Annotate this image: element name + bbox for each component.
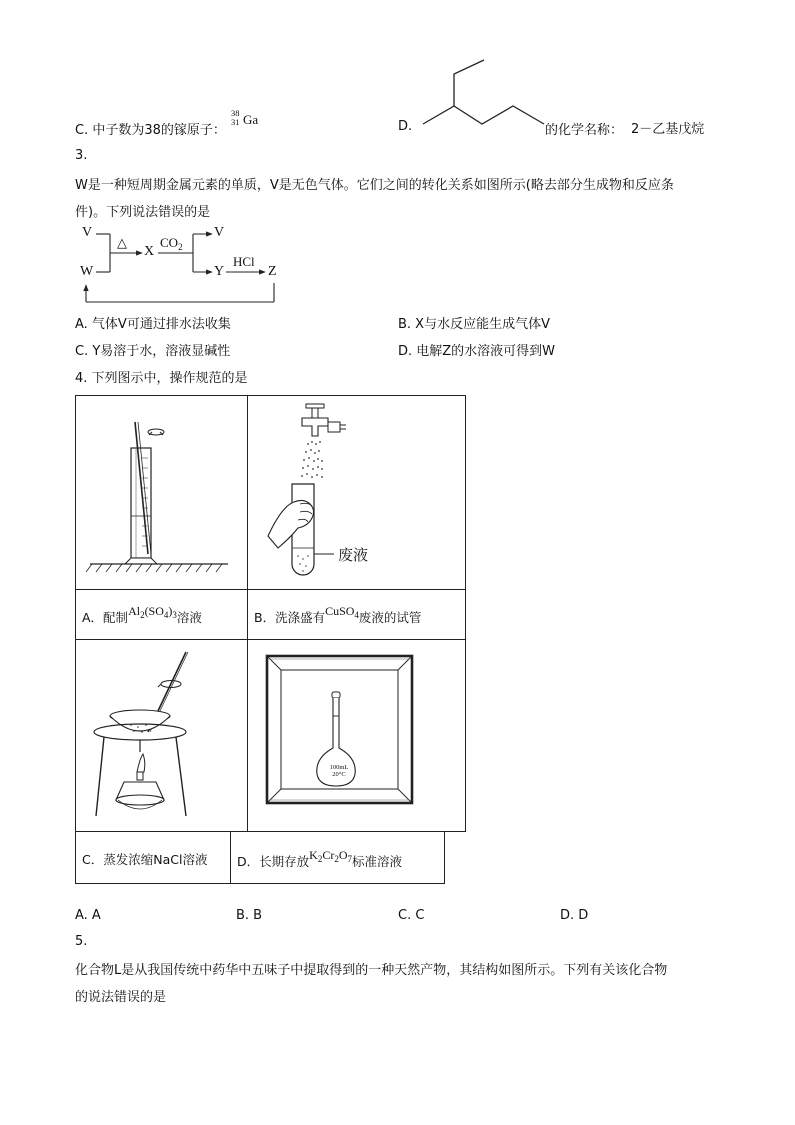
atomic-number: 31 [231, 117, 240, 127]
caption-b-cell [247, 589, 466, 640]
reagent-hcl: HCl [233, 254, 255, 269]
cell-a-image [75, 395, 248, 590]
q2-option-d-suffix: 的化学名称： [545, 123, 624, 138]
caption-d [237, 848, 402, 871]
cell-b-image [247, 395, 466, 590]
cell-d-image [247, 639, 466, 832]
co2-text: CO [160, 235, 179, 250]
formula-al-sub: 2 [140, 610, 145, 620]
species-w: W [80, 264, 94, 279]
scheme-arrows [76, 225, 296, 307]
flask-volume: 100mL [329, 764, 349, 771]
q2-option-c [75, 119, 226, 138]
caption-a-suffix: 溶液 [176, 610, 202, 625]
flask-label [327, 764, 351, 778]
formula-so4-sub: 4 [163, 610, 169, 620]
formula-cuso: CuSO [325, 604, 355, 618]
q3-option-d[interactable]: D. 电解Z的水溶液可得到W [398, 344, 556, 359]
caption-b-suffix: 废液的试管 [358, 610, 422, 625]
formula-o-sub: 7 [347, 854, 352, 864]
q3-number: 3. [75, 148, 88, 163]
waste-liquid-label: 废液 [338, 546, 369, 564]
formula-so4: (SO [144, 604, 164, 618]
formula-cr-sub: 2 [334, 854, 339, 864]
q4-option-a[interactable]: A. A [75, 908, 101, 923]
species-y: Y [214, 264, 225, 279]
formula-cuso-sub: 4 [354, 610, 359, 620]
caption-d-prefix: D．长期存放 [237, 854, 310, 869]
element-symbol: Ga [243, 112, 259, 127]
q3-option-c[interactable]: C. Y易溶于水，溶液显碱性 [75, 344, 231, 359]
q3-stem-line1: W是一种短周期金属元素的单质，V是无色气体。它们之间的转化关系如图所示(略去部分生成物和反应条 [75, 178, 674, 193]
caption-d-suffix: 标准溶液 [351, 854, 402, 869]
graduated-cylinder-figure [76, 396, 247, 589]
formula-k-sub: 2 [317, 854, 323, 864]
skeletal-formula [418, 56, 548, 130]
co2-subscript: 2 [178, 242, 183, 252]
q5-stem-line1: 化合物L是从我国传统中药华中五味子中提取得到的一种天然产物，其结构如图所示。下列有关该化合物 [75, 963, 668, 978]
q3-option-a[interactable]: A. 气体V可通过排水法收集 [75, 317, 231, 332]
formula-k: K [309, 848, 318, 862]
q2-option-d-label: D. [398, 119, 413, 134]
isotope-notation [231, 109, 240, 127]
q3-option-b[interactable]: B. X与水反应能生成气体V [398, 317, 550, 332]
formula-o: O [338, 848, 348, 862]
q5-stem-line2: 的说法错误的是 [75, 990, 167, 1005]
q4-option-b[interactable]: B. B [236, 908, 263, 923]
caption-b-prefix: B．洗涤盛有 [254, 610, 326, 625]
caption-d-cell [230, 831, 445, 884]
formula-paren: ) [168, 604, 173, 618]
caption-b [254, 604, 422, 627]
caption-b-formula [325, 604, 359, 618]
caption-a [82, 604, 202, 627]
species-v-right: V [214, 225, 225, 240]
q5-number: 5. [75, 934, 88, 949]
caption-a-prefix: A．配制 [82, 610, 129, 625]
formula-cr: Cr [322, 848, 335, 862]
reagent-co2 [160, 235, 183, 252]
species-z: Z [268, 264, 277, 279]
q2-option-c-text: C. 中子数为38的镓原子： [75, 123, 226, 138]
caption-a-cell [75, 589, 248, 640]
heat-symbol: △ [117, 235, 127, 250]
caption-d-formula [309, 848, 352, 862]
species-v-top: V [82, 225, 93, 240]
q3-stem-line2: 件)。下列说法错误的是 [75, 205, 211, 220]
q2-option-d-name: 2－乙基戊烷 [631, 122, 705, 137]
q4-option-d[interactable]: D. D [560, 908, 589, 923]
flask-temperature: 20°C [332, 771, 346, 778]
caption-a-formula [128, 604, 177, 618]
reaction-scheme [76, 225, 296, 307]
species-x: X [144, 244, 155, 259]
q4-stem: 4. 下列图示中，操作规范的是 [75, 371, 248, 386]
formula-paren-sub: 3 [172, 610, 177, 620]
mass-number: 38 [231, 108, 240, 118]
evaporation-figure [76, 640, 247, 831]
volumetric-flask-figure [248, 640, 465, 831]
caption-c: C．蒸发浓缩NaCl溶液 [82, 852, 208, 867]
q4-option-c[interactable]: C. C [398, 908, 425, 923]
cell-c-image [75, 639, 248, 832]
caption-c-cell [75, 831, 231, 884]
formula-al: Al [128, 604, 141, 618]
